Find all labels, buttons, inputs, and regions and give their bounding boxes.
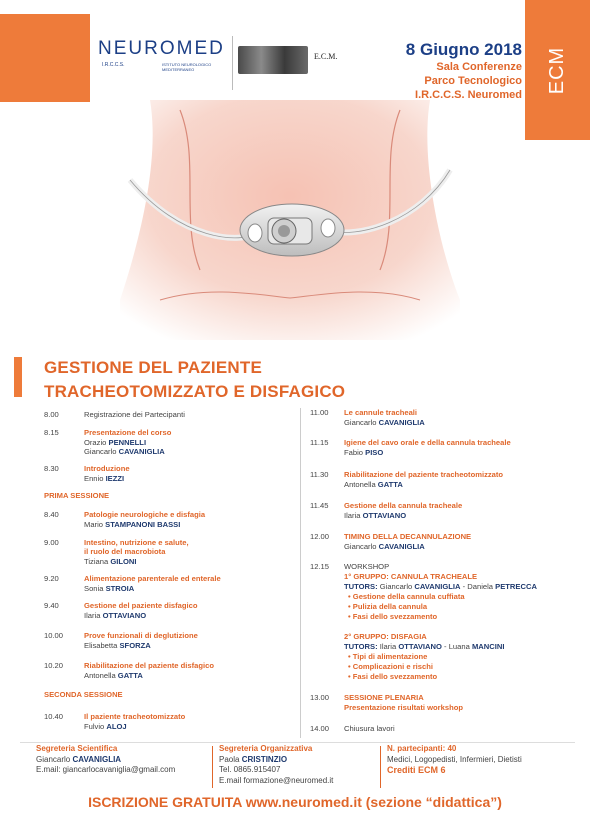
- workshop-group-title: 1° GRUPPO: CANNULA TRACHEALE: [344, 572, 478, 581]
- event-date: 8 Giugno 2018: [405, 40, 522, 59]
- program-item-title: Gestione del paziente disfagico: [84, 601, 198, 610]
- workshop-group-title: 2° GRUPPO: DISFAGIA: [344, 632, 427, 641]
- workshop-tutors: TUTORS: Giancarlo CAVANIGLIA - Daniela PETRECCA: [344, 582, 537, 591]
- time: 8.15: [44, 428, 59, 437]
- logo-subtitle-left: I.R.C.C.S.: [102, 62, 125, 68]
- time: 10.00: [44, 631, 64, 640]
- workshop-label: WORKSHOP: [344, 562, 390, 571]
- scientific-secretariat: Segreteria Scientifica Giancarlo CAVANIGLIA E.mail: giancarlocavaniglia@gmail.com: [36, 744, 176, 774]
- program-item-title: Le cannule tracheali: [344, 408, 418, 417]
- footer-separator: [380, 746, 381, 788]
- session-heading: PRIMA SESSIONE: [44, 491, 110, 500]
- workshop-bullet: • Tipi di alimentazione: [348, 652, 428, 661]
- workshop-bullet: • Gestione della cannula cuffiata: [348, 592, 465, 601]
- program-item-title: Gestione della cannula tracheale: [344, 501, 463, 510]
- workshop-bullet: • Complicazioni e rischi: [348, 662, 433, 671]
- event-title: GESTIONE DEL PAZIENTE TRACHEOTOMIZZATO E DISFAGICO: [44, 358, 346, 401]
- program-item-title: Introduzione: [84, 464, 130, 473]
- program-item-title: Presentazione risultati workshop: [344, 703, 463, 712]
- program-item-title: Intestino, nutrizione e salute,: [84, 538, 189, 547]
- ecm-side-label: ECM: [545, 46, 568, 94]
- speaker: Sonia STROIA: [84, 584, 135, 593]
- speaker: Giancarlo CAVANIGLIA: [344, 542, 425, 551]
- program-item-title: Igiene del cavo orale e della cannula tracheale: [344, 438, 511, 447]
- footer-rule: [20, 742, 575, 743]
- speaker: Giancarlo CAVANIGLIA: [344, 418, 425, 427]
- time: 14.00: [310, 724, 330, 733]
- speaker: Mario STAMPANONI BASSI: [84, 520, 181, 529]
- program-item-title: Patologie neurologiche e disfagia: [84, 510, 206, 519]
- time: 12.00: [310, 532, 330, 541]
- organizing-secretariat: Segreteria Organizzativa Paola CRISTINZIO Tel. 0865.915407 E.mail formazione@neuromed.it: [219, 744, 334, 785]
- time: 8.30: [44, 464, 59, 473]
- scientific-email: E.mail: giancarlocavaniglia@gmail.com: [36, 765, 176, 774]
- speaker: Orazio PENNELLI: [84, 438, 147, 447]
- workshop-bullet: • Fasi dello svezzamento: [348, 672, 438, 681]
- speaker: Antonella GATTA: [84, 671, 143, 680]
- workshop-bullet: • Fasi dello svezzamento: [348, 612, 438, 621]
- time: 8.40: [44, 510, 59, 519]
- program-item-title: Alimentazione parenterale ed enterale: [84, 574, 221, 583]
- program-item-title: Riabilitazione del paziente tracheotomizzato: [344, 470, 504, 479]
- time: 12.15: [310, 562, 330, 571]
- speaker: Ilaria OTTAVIANO: [344, 511, 407, 520]
- speaker: Tiziana GILONI: [84, 557, 137, 566]
- workshop-bullet: • Pulizia della cannula: [348, 602, 428, 611]
- logo-name: NEUROMED: [98, 38, 225, 59]
- event-venue: Sala Conferenze Parco Tecnologico I.R.C.C.S. Neuromed: [415, 61, 522, 101]
- speaker: Elisabetta SFORZA: [84, 641, 151, 650]
- speaker: Ennio IEZZI: [84, 474, 125, 483]
- program-item: Registrazione dei Partecipanti: [84, 410, 185, 419]
- time: 9.20: [44, 574, 59, 583]
- time: 9.40: [44, 601, 59, 610]
- speaker: Fabio PISO: [344, 448, 384, 457]
- time: 10.20: [44, 661, 64, 670]
- free-registration-banner: ISCRIZIONE GRATUITA www.neuromed.it (sezione “didattica”): [88, 794, 502, 810]
- participants-info: N. partecipanti: 40 Medici, Logopedisti, Infermieri, Dietisti Crediti ECM 6: [387, 744, 522, 775]
- time: 11.30: [310, 470, 329, 479]
- ecm-logo-text: E.C.M.: [314, 52, 338, 61]
- time: 10.40: [44, 712, 64, 721]
- program-item: Chiusura lavori: [344, 724, 395, 733]
- time: 8.00: [44, 410, 59, 419]
- speaker: Antonella GATTA: [344, 480, 403, 489]
- program-item-title: Presentazione del corso: [84, 428, 172, 437]
- program-item-title: Prove funzionali di deglutizione: [84, 631, 198, 640]
- program-item-title: Riabilitazione del paziente disfagico: [84, 661, 214, 670]
- workshop-tutors: TUTORS: Ilaria OTTAVIANO - Luana MANCINI: [344, 642, 505, 651]
- logo-subtitle-right: ISTITUTO NEUROLOGICO MEDITERRANEO: [162, 62, 212, 72]
- program-item-title: il ruolo del macrobiota: [84, 547, 166, 556]
- footer-separator: [212, 746, 213, 788]
- speaker: Ilaria OTTAVIANO: [84, 611, 147, 620]
- time: 11.15: [310, 438, 329, 447]
- program-item-title: SESSIONE PLENARIA: [344, 693, 424, 702]
- time: 11.00: [310, 408, 329, 417]
- organizing-email: E.mail formazione@neuromed.it: [219, 775, 334, 785]
- program-item-title: TIMING DELLA DECANNULAZIONE: [344, 532, 472, 541]
- session-heading: SECONDA SESSIONE: [44, 690, 123, 699]
- speaker: Fulvio ALOJ: [84, 722, 127, 731]
- ecm-credits: Crediti ECM 6: [387, 765, 446, 775]
- time: 13.00: [310, 693, 330, 702]
- time: 11.45: [310, 501, 329, 510]
- program-item-title: Il paziente tracheotomizzato: [84, 712, 186, 721]
- time: 9.00: [44, 538, 59, 547]
- speaker: Giancarlo CAVANIGLIA: [84, 447, 165, 456]
